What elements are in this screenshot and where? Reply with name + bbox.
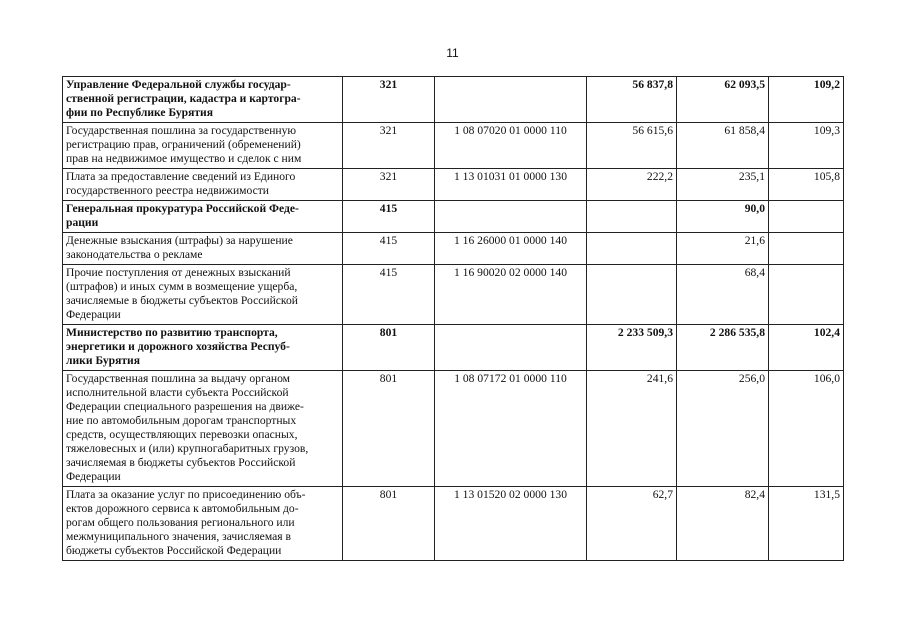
table-row	[63, 371, 844, 487]
value-2-cell: 21,6	[677, 233, 769, 265]
admin-code-cell: 801	[343, 487, 435, 561]
budget-code-cell: 1 08 07020 01 0000 110	[435, 123, 587, 169]
percent-cell: 109,3	[769, 123, 844, 169]
budget-code-cell: 1 16 90020 02 0000 140	[435, 265, 587, 325]
percent-cell	[769, 233, 844, 265]
row-name-cell: Управление Федеральной службы государ- ственной регистрации, кадастра и картогра- фии по Республике Бурятия	[63, 77, 343, 123]
percent-cell: 131,5	[769, 487, 844, 561]
admin-code-cell: 415	[343, 233, 435, 265]
table-row	[63, 487, 844, 561]
table-row-section-header	[63, 201, 844, 233]
row-name-cell: Денежные взыскания (штрафы) за нарушение законодательства о рекламе	[63, 233, 343, 265]
table-row	[63, 123, 844, 169]
budget-code-cell	[435, 325, 587, 371]
row-name-cell: Плата за предоставление сведений из Единого государственного реестра недвижимости	[63, 169, 343, 201]
value-1-cell: 62,7	[587, 487, 677, 561]
percent-cell	[769, 265, 844, 325]
page-number: 11	[446, 46, 459, 60]
value-2-cell: 62 093,5	[677, 77, 769, 123]
budget-code-cell: 1 13 01031 01 0000 130	[435, 169, 587, 201]
admin-code-cell: 415	[343, 265, 435, 325]
value-2-cell: 82,4	[677, 487, 769, 561]
row-name-cell: Прочие поступления от денежных взысканий (штрафов) и иных сумм в возмещение ущерба, зачисляемые в бюджеты субъектов Российской Федерации	[63, 265, 343, 325]
admin-code-cell: 801	[343, 325, 435, 371]
admin-code-cell: 321	[343, 123, 435, 169]
admin-code-cell: 321	[343, 169, 435, 201]
percent-cell: 102,4	[769, 325, 844, 371]
table-row	[63, 265, 844, 325]
row-name-cell: Министерство по развитию транспорта, энергетики и дорожного хозяйства Респуб- лики Бурятия	[63, 325, 343, 371]
percent-cell: 109,2	[769, 77, 844, 123]
admin-code-cell: 321	[343, 77, 435, 123]
value-2-cell: 2 286 535,8	[677, 325, 769, 371]
value-2-cell: 256,0	[677, 371, 769, 487]
row-name-cell: Плата за оказание услуг по присоединению объ- ектов дорожного сервиса к автомобильным до- рогам общего пользования регионального или межмуниципального значения, зачисляемая в бюджеты субъектов Российской Федерации	[63, 487, 343, 561]
table-row-section-header	[63, 325, 844, 371]
value-1-cell	[587, 265, 677, 325]
value-1-cell: 56 615,6	[587, 123, 677, 169]
percent-cell	[769, 201, 844, 233]
table-row	[63, 233, 844, 265]
value-1-cell: 222,2	[587, 169, 677, 201]
budget-code-cell: 1 16 26000 01 0000 140	[435, 233, 587, 265]
value-1-cell: 56 837,8	[587, 77, 677, 123]
percent-cell: 106,0	[769, 371, 844, 487]
budget-code-cell	[435, 201, 587, 233]
budget-code-cell: 1 08 07172 01 0000 110	[435, 371, 587, 487]
budget-code-cell: 1 13 01520 02 0000 130	[435, 487, 587, 561]
revenue-table	[62, 76, 844, 561]
value-1-cell	[587, 233, 677, 265]
row-name-cell: Государственная пошлина за выдачу органом исполнительной власти субъекта Российской Федерации специального разрешения на движе- ние по автомобильным дорогам транспортных средств, осуществляющих перевозки опасных, тяжеловесных и (или) крупногабаритных грузов, зачисляемая в бюджеты субъектов Российской Федерации	[63, 371, 343, 487]
value-2-cell: 61 858,4	[677, 123, 769, 169]
value-1-cell: 2 233 509,3	[587, 325, 677, 371]
table-body	[63, 77, 844, 561]
value-1-cell	[587, 201, 677, 233]
value-2-cell: 235,1	[677, 169, 769, 201]
row-name-cell: Генеральная прокуратура Российской Феде- рации	[63, 201, 343, 233]
budget-code-cell	[435, 77, 587, 123]
value-2-cell: 90,0	[677, 201, 769, 233]
value-1-cell: 241,6	[587, 371, 677, 487]
table-row	[63, 169, 844, 201]
table-row-section-header	[63, 77, 844, 123]
admin-code-cell: 801	[343, 371, 435, 487]
percent-cell: 105,8	[769, 169, 844, 201]
value-2-cell: 68,4	[677, 265, 769, 325]
row-name-cell: Государственная пошлина за государственную регистрацию прав, ограничений (обременений) прав на недвижимое имущество и сделок с ним	[63, 123, 343, 169]
admin-code-cell: 415	[343, 201, 435, 233]
